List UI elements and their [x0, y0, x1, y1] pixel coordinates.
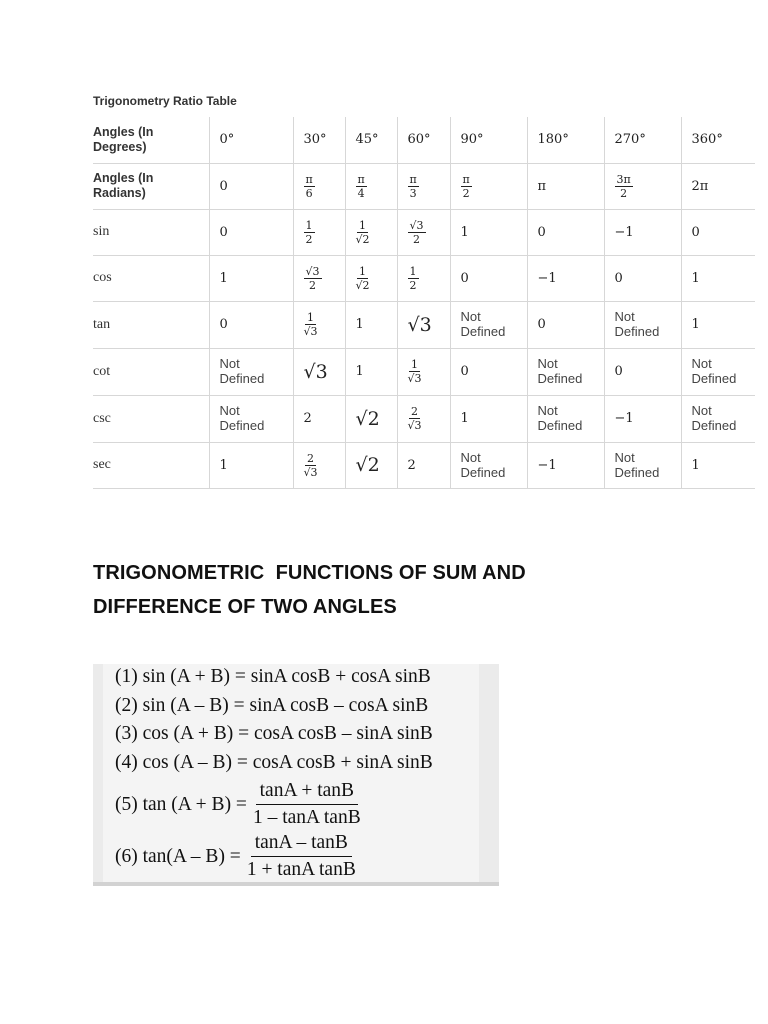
- table-row: [93, 348, 755, 395]
- row-label: cos: [93, 255, 209, 301]
- cell-value: −1: [537, 457, 557, 473]
- table-cell: [450, 163, 527, 209]
- table-cell: [604, 163, 681, 209]
- table-cell: [397, 442, 450, 488]
- table-cell: [604, 348, 681, 395]
- cell-value: √3: [407, 313, 432, 336]
- table-cell: [681, 209, 755, 255]
- fraction: [356, 174, 367, 199]
- fraction: [408, 359, 422, 384]
- fraction-denominator: 6: [305, 186, 313, 200]
- table-cell: [681, 163, 755, 209]
- formula-6-denominator: 1 + tanA tanB: [246, 859, 356, 880]
- cell-value: 30°: [303, 132, 327, 148]
- cell-value: 45°: [355, 132, 379, 148]
- cell-value: 1: [355, 317, 364, 332]
- not-defined-text: Not Defined: [460, 449, 506, 480]
- section-heading: [93, 556, 653, 624]
- fraction: [408, 266, 419, 291]
- formula-1: (1) sin (A + B) = sinA cosB + cosA sinB: [115, 666, 431, 687]
- table-cell: [293, 348, 345, 395]
- table-cell: [527, 442, 604, 488]
- not-defined-text: Not Defined: [219, 403, 265, 433]
- fraction-numerator: 1: [359, 264, 366, 278]
- table-row: [93, 395, 755, 442]
- table-cell: [450, 117, 527, 163]
- table-cell: [450, 442, 527, 488]
- trig-ratio-table: [93, 117, 755, 489]
- fraction-denominator: 2: [409, 278, 417, 292]
- row-label: sin: [93, 209, 209, 255]
- fraction: [356, 220, 370, 245]
- cell-value: 0°: [219, 132, 235, 148]
- cell-value: √2: [355, 407, 380, 430]
- row-label: Angles (In Degrees): [93, 117, 209, 163]
- table-cell: [345, 209, 397, 255]
- fraction-numerator: √3: [409, 218, 424, 232]
- table-cell: [397, 163, 450, 209]
- table-cell: [450, 348, 527, 395]
- table-cell: [209, 255, 293, 301]
- fraction-numerator: 1: [409, 264, 417, 278]
- cell-value: 2π: [691, 178, 709, 194]
- fraction: [408, 406, 422, 431]
- table-cell: [681, 255, 755, 301]
- table-cell: [209, 301, 293, 348]
- fraction: [304, 453, 318, 478]
- fraction-numerator: 1: [359, 218, 366, 232]
- fraction-numerator: 1: [305, 218, 313, 232]
- fraction-denominator: √3: [303, 465, 318, 479]
- cell-value: 60°: [407, 132, 431, 148]
- table-cell: [209, 163, 293, 209]
- cell-value: −1: [614, 224, 634, 240]
- fraction-denominator: 3: [409, 186, 417, 200]
- table-cell: [293, 395, 345, 442]
- table-cell: [397, 209, 450, 255]
- table-row: [93, 209, 755, 255]
- cell-value: 1: [355, 364, 364, 379]
- formula-5-lhs: (5) tan (A + B) =: [115, 793, 247, 815]
- table-cell: [345, 442, 397, 488]
- cell-value: 2: [303, 411, 312, 426]
- not-defined-text: Not Defined: [614, 449, 660, 480]
- table-cell: [604, 442, 681, 488]
- formula-6-numerator: tanA – tanB: [251, 832, 352, 857]
- table-cell: [345, 348, 397, 395]
- fraction: [304, 174, 315, 199]
- fraction-denominator: 2: [413, 232, 420, 246]
- fraction: [615, 174, 633, 199]
- cell-value: π: [537, 178, 547, 194]
- not-defined-text: Not Defined: [537, 403, 583, 433]
- fraction-denominator: √3: [407, 372, 422, 385]
- table-cell: [527, 209, 604, 255]
- cell-value: 1: [691, 317, 700, 332]
- cell-value: 0: [219, 317, 228, 332]
- fraction-numerator: √3: [305, 264, 320, 278]
- table-cell: [450, 255, 527, 301]
- fraction: [408, 220, 426, 245]
- table-cell: [604, 395, 681, 442]
- fraction-numerator: 2: [411, 405, 418, 418]
- fraction: [461, 174, 472, 199]
- fraction-numerator: π: [409, 172, 417, 186]
- table-cell: [527, 163, 604, 209]
- table-cell: [527, 301, 604, 348]
- not-defined-text: Not Defined: [460, 309, 506, 339]
- fraction: [356, 266, 370, 291]
- table-cell: [293, 301, 345, 348]
- not-defined-text: Not Defined: [614, 309, 660, 339]
- cell-value: 0: [460, 364, 469, 379]
- not-defined-text: Not Defined: [691, 356, 737, 386]
- row-label: Angles (In Radians): [93, 163, 209, 209]
- fraction-denominator: 2: [309, 278, 316, 292]
- formula-5-denominator: 1 – tanA tanB: [252, 807, 361, 828]
- table-cell: [293, 163, 345, 209]
- formula-3: (3) cos (A + B) = cosA cosB – sinA sinB: [115, 723, 433, 744]
- formula-6-fraction: [247, 832, 356, 881]
- formula-5-fraction: [253, 780, 361, 829]
- cell-value: 0: [537, 317, 546, 332]
- table-cell: [604, 117, 681, 163]
- cell-value: 0: [691, 224, 700, 240]
- fraction-numerator: π: [462, 172, 470, 186]
- table-cell: [345, 163, 397, 209]
- table-row: [93, 163, 755, 209]
- cell-value: 2: [407, 457, 416, 473]
- table-cell: [681, 348, 755, 395]
- cell-value: 0: [460, 270, 469, 286]
- formula-2: (2) sin (A – B) = sinA cosB – cosA sinB: [115, 695, 429, 716]
- table-cell: [604, 209, 681, 255]
- cell-value: 0: [219, 178, 228, 194]
- fraction-denominator: 4: [357, 186, 365, 200]
- fraction-denominator: 2: [620, 186, 628, 200]
- fraction: [304, 312, 318, 337]
- cell-value: 0: [537, 224, 546, 240]
- table-cell: [209, 117, 293, 163]
- cell-value: −1: [614, 411, 634, 426]
- table-title: Trigonometry Ratio Table: [93, 94, 237, 108]
- formula-5: [115, 780, 361, 829]
- fraction: [304, 266, 322, 291]
- fraction-denominator: 2: [462, 186, 470, 200]
- table-cell: [527, 395, 604, 442]
- formula-image: [93, 664, 499, 886]
- table-cell: [681, 395, 755, 442]
- table-cell: [527, 117, 604, 163]
- table-cell: [345, 395, 397, 442]
- fraction-denominator: √3: [303, 325, 318, 338]
- cell-value: 360°: [691, 132, 723, 148]
- table-cell: [345, 255, 397, 301]
- table-row: [93, 255, 755, 301]
- cell-value: √3: [303, 360, 328, 383]
- cell-value: 90°: [460, 132, 484, 148]
- fraction-denominator: √2: [355, 232, 370, 246]
- table-cell: [397, 395, 450, 442]
- trig-ratio-table-image: [93, 93, 755, 489]
- fraction-denominator: 2: [305, 232, 313, 246]
- cell-value: 1: [460, 224, 469, 240]
- cell-value: 1: [691, 457, 700, 473]
- formula-5-numerator: tanA + tanB: [256, 780, 358, 805]
- not-defined-text: Not Defined: [219, 356, 265, 386]
- fraction-denominator: √3: [407, 419, 422, 432]
- cell-value: √2: [355, 454, 380, 476]
- not-defined-text: Not Defined: [691, 403, 737, 433]
- table-cell: [293, 442, 345, 488]
- table-row: [93, 117, 755, 163]
- table-cell: [681, 442, 755, 488]
- formula-panel: [103, 664, 479, 882]
- table-cell: [527, 255, 604, 301]
- table-row: [93, 301, 755, 348]
- table-cell: [345, 117, 397, 163]
- cell-value: 1: [460, 411, 469, 426]
- table-cell: [681, 301, 755, 348]
- fraction: [408, 174, 419, 199]
- fraction-numerator: π: [357, 172, 365, 186]
- cell-value: 180°: [537, 132, 569, 148]
- fraction-numerator: 1: [307, 311, 314, 324]
- cell-value: 0: [614, 364, 623, 379]
- heading-line-1: TRIGONOMETRIC FUNCTIONS OF SUM AND: [93, 562, 526, 584]
- table-cell: [209, 395, 293, 442]
- table-cell: [293, 255, 345, 301]
- cell-value: 0: [219, 224, 228, 240]
- formula-6: [115, 832, 356, 881]
- table-cell: [604, 301, 681, 348]
- cell-value: −1: [537, 270, 557, 286]
- table-cell: [397, 301, 450, 348]
- row-label: sec: [93, 442, 209, 488]
- row-label: tan: [93, 301, 209, 348]
- heading-line-2: DIFFERENCE OF TWO ANGLES: [93, 596, 397, 618]
- table-cell: [293, 209, 345, 255]
- cell-value: 1: [691, 270, 700, 286]
- cell-value: 270°: [614, 132, 646, 148]
- table-cell: [527, 348, 604, 395]
- not-defined-text: Not Defined: [537, 356, 583, 386]
- table-cell: [209, 442, 293, 488]
- fraction-denominator: √2: [355, 278, 370, 292]
- fraction-numerator: 1: [411, 358, 418, 371]
- table-cell: [681, 117, 755, 163]
- cell-value: 1: [219, 457, 228, 473]
- table-cell: [345, 301, 397, 348]
- table-cell: [209, 348, 293, 395]
- table-cell: [209, 209, 293, 255]
- table-cell: [450, 301, 527, 348]
- fraction-numerator: π: [305, 172, 313, 186]
- table-cell: [397, 117, 450, 163]
- cell-value: 0: [614, 270, 623, 286]
- fraction-numerator: 2: [307, 451, 314, 465]
- fraction-numerator: 3π: [616, 172, 631, 186]
- formula-6-lhs: (6) tan(A – B) =: [115, 845, 241, 867]
- table-cell: [397, 255, 450, 301]
- cell-value: 1: [219, 270, 228, 286]
- table-cell: [450, 209, 527, 255]
- fraction: [304, 220, 315, 245]
- row-label: csc: [93, 395, 209, 442]
- table-cell: [397, 348, 450, 395]
- formula-4: (4) cos (A – B) = cosA cosB + sinA sinB: [115, 752, 433, 773]
- table-cell: [450, 395, 527, 442]
- table-row: [93, 442, 755, 488]
- row-label: cot: [93, 348, 209, 395]
- table-cell: [604, 255, 681, 301]
- table-cell: [293, 117, 345, 163]
